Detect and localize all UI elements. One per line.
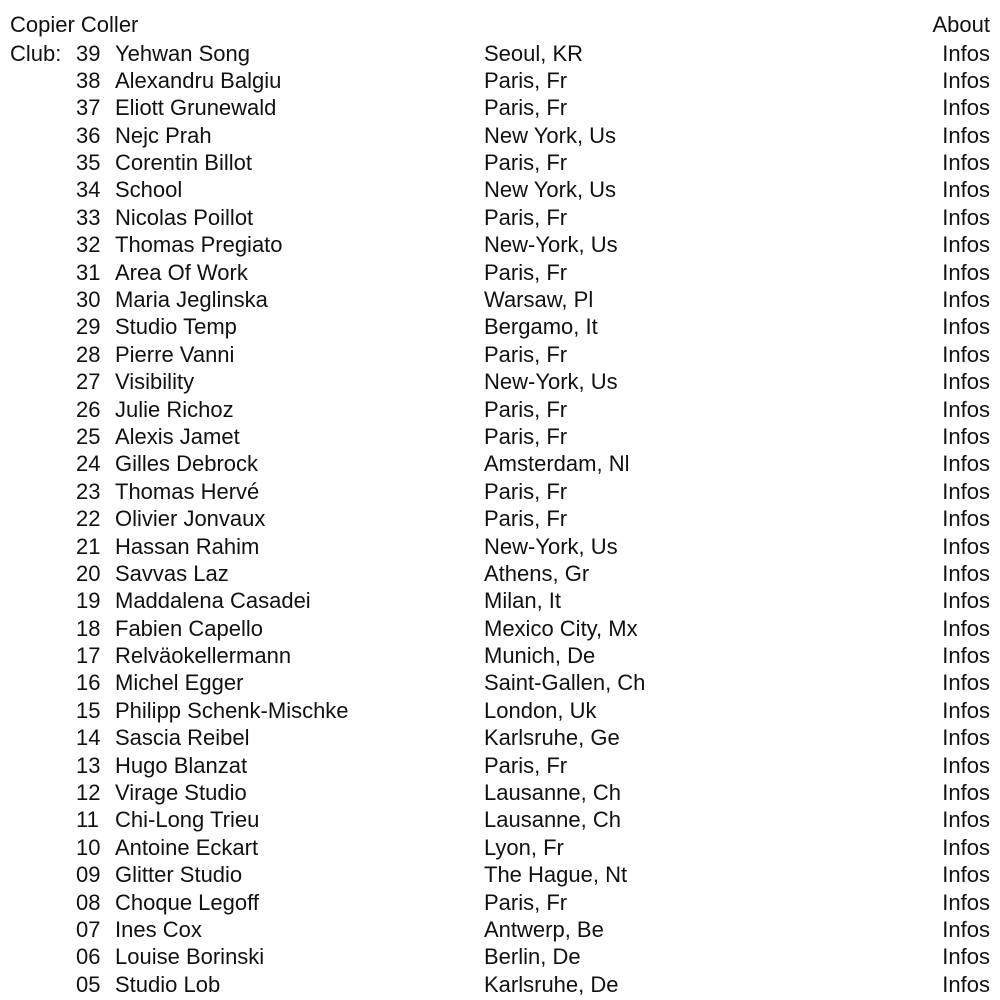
list-item[interactable] xyxy=(0,286,1000,313)
entry-number: 31 xyxy=(76,259,101,285)
entry-location: Paris, Fr xyxy=(484,478,568,504)
entry-location: Saint-Gallen, Ch xyxy=(484,670,646,696)
list-item[interactable] xyxy=(0,341,1000,368)
entry-number: 07 xyxy=(76,917,101,942)
entry-name[interactable]: Philipp Schenk-Mischke xyxy=(115,697,349,723)
entry-name[interactable]: Hassan Rahim xyxy=(115,533,260,559)
entry-location: Karlsruhe, Ge xyxy=(484,725,620,751)
entry-number: 38 xyxy=(76,67,101,93)
entry-number: 24 xyxy=(76,451,101,477)
entry-location: Paris, Fr xyxy=(484,67,568,93)
entry-location: Amsterdam, Nl xyxy=(484,451,630,477)
club-list xyxy=(0,40,1000,999)
infos-link[interactable]: Infos xyxy=(942,615,990,641)
entry-location: Paris, Fr xyxy=(484,341,568,367)
entry-number: 13 xyxy=(76,752,101,778)
entry-location: Lyon, Fr xyxy=(484,834,564,860)
infos-link[interactable]: Infos xyxy=(942,478,990,504)
list-item[interactable] xyxy=(0,615,1000,642)
infos-link[interactable]: Infos xyxy=(942,341,990,367)
entry-name[interactable]: Thomas Hervé xyxy=(115,478,260,504)
entry-name[interactable]: Nicolas Poillot xyxy=(115,204,254,230)
infos-link[interactable]: Infos xyxy=(942,67,990,93)
entry-number: 15 xyxy=(76,697,101,723)
entry-number: 32 xyxy=(76,232,101,258)
entry-number: 08 xyxy=(76,889,101,915)
list-item[interactable] xyxy=(0,478,1000,505)
list-item[interactable] xyxy=(0,368,1000,395)
entry-name[interactable]: Maria Jeglinska xyxy=(115,287,268,313)
entry-name[interactable]: Louise Borinski xyxy=(115,944,265,970)
list-item[interactable] xyxy=(0,67,1000,94)
infos-link[interactable]: Infos xyxy=(942,177,990,203)
entry-name[interactable]: Area Of Work xyxy=(115,259,248,285)
infos-link[interactable]: Infos xyxy=(942,971,990,997)
list-item[interactable] xyxy=(0,259,1000,286)
infos-link[interactable]: Infos xyxy=(942,643,990,669)
infos-link[interactable]: Infos xyxy=(942,533,990,559)
list-item[interactable] xyxy=(0,642,1000,669)
entry-name[interactable]: Antoine Eckart xyxy=(115,834,259,860)
infos-link[interactable]: Infos xyxy=(942,204,990,230)
entry-number: 10 xyxy=(76,834,101,860)
list-item[interactable] xyxy=(0,450,1000,477)
entry-location: New York, Us xyxy=(484,122,617,148)
infos-link[interactable]: Infos xyxy=(942,807,990,833)
entry-location: Paris, Fr xyxy=(484,204,568,230)
entry-number: 37 xyxy=(76,95,101,121)
list-item[interactable] xyxy=(0,752,1000,779)
list-item[interactable] xyxy=(0,971,1000,998)
entry-name[interactable]: Alexis Jamet xyxy=(115,423,240,449)
list-item[interactable] xyxy=(0,889,1000,916)
infos-link[interactable]: Infos xyxy=(942,697,990,723)
entry-number: 28 xyxy=(76,341,101,367)
entry-name[interactable]: Choque Legoff xyxy=(115,889,259,915)
entry-location: New-York, Us xyxy=(484,533,618,559)
list-item[interactable] xyxy=(0,916,1000,943)
entry-name[interactable]: Pierre Vanni xyxy=(115,341,235,367)
entry-location: New York, Us xyxy=(484,177,617,203)
list-item[interactable] xyxy=(0,396,1000,423)
about-link[interactable]: About xyxy=(932,12,990,37)
list-item[interactable] xyxy=(0,505,1000,532)
entry-location: Karlsruhe, De xyxy=(484,971,619,997)
entry-name[interactable]: Glitter Studio xyxy=(115,862,243,888)
entry-location: New-York, Us xyxy=(484,369,618,395)
entry-number: 27 xyxy=(76,369,101,395)
entry-number: 19 xyxy=(76,588,101,614)
entry-name[interactable]: Yehwan Song xyxy=(115,40,250,66)
entry-location: Munich, De xyxy=(484,643,596,669)
entry-location: Paris, Fr xyxy=(484,752,568,778)
entry-name[interactable]: Michel Egger xyxy=(115,670,244,696)
infos-link[interactable]: Infos xyxy=(942,506,990,532)
list-item[interactable] xyxy=(0,697,1000,724)
entry-name[interactable]: Virage Studio xyxy=(115,780,247,806)
entry-name[interactable]: Hugo Blanzat xyxy=(115,752,248,778)
entry-number: 18 xyxy=(76,615,101,641)
list-item[interactable] xyxy=(0,587,1000,614)
infos-link[interactable]: Infos xyxy=(942,780,990,806)
infos-link[interactable]: Infos xyxy=(942,451,990,477)
entry-name[interactable]: Eliott Grunewald xyxy=(115,95,277,121)
entry-name[interactable]: Chi-Long Trieu xyxy=(115,807,260,833)
entry-number: 12 xyxy=(76,780,101,806)
infos-link[interactable]: Infos xyxy=(942,725,990,751)
infos-link[interactable]: Infos xyxy=(942,889,990,915)
entry-number: 26 xyxy=(76,396,101,422)
infos-link[interactable]: Infos xyxy=(942,917,990,942)
entry-location: Berlin, De xyxy=(484,944,581,970)
entry-number: 22 xyxy=(76,506,101,532)
entry-location: Paris, Fr xyxy=(484,396,568,422)
infos-link[interactable]: Infos xyxy=(942,670,990,696)
entry-location: Mexico City, Mx xyxy=(484,615,638,641)
infos-link[interactable]: Infos xyxy=(942,944,990,970)
infos-link[interactable]: Infos xyxy=(942,40,990,66)
entry-location: Milan, It xyxy=(484,588,562,614)
entry-name[interactable]: Sascia Reibel xyxy=(115,725,250,751)
list-item[interactable] xyxy=(0,724,1000,751)
list-item[interactable] xyxy=(0,423,1000,450)
club-label: Club: xyxy=(10,40,62,66)
infos-link[interactable]: Infos xyxy=(942,150,990,176)
entry-number: 06 xyxy=(76,944,101,970)
infos-link[interactable]: Infos xyxy=(942,232,990,258)
entry-name[interactable]: Thomas Pregiato xyxy=(115,232,283,258)
infos-link[interactable]: Infos xyxy=(942,560,990,586)
entry-number: 21 xyxy=(76,533,101,559)
entry-location: The Hague, Nt xyxy=(484,862,628,888)
entry-number: 23 xyxy=(76,478,101,504)
entry-name[interactable]: Corentin Billot xyxy=(115,150,252,176)
entry-name[interactable]: Studio Temp xyxy=(115,314,237,340)
list-item[interactable] xyxy=(0,94,1000,121)
list-item[interactable] xyxy=(0,669,1000,696)
infos-link[interactable]: Infos xyxy=(942,834,990,860)
entry-name[interactable]: Ines Cox xyxy=(115,917,202,942)
entry-number: 16 xyxy=(76,670,101,696)
entry-location: Paris, Fr xyxy=(484,506,568,532)
entry-number: 35 xyxy=(76,150,101,176)
list-item[interactable] xyxy=(0,779,1000,806)
entry-name[interactable]: Gilles Debrock xyxy=(115,451,259,477)
list-item[interactable] xyxy=(0,560,1000,587)
entry-location: Paris, Fr xyxy=(484,259,568,285)
entry-number: 25 xyxy=(76,423,101,449)
infos-link[interactable]: Infos xyxy=(942,862,990,888)
list-item[interactable] xyxy=(0,176,1000,203)
entry-location: Paris, Fr xyxy=(484,95,568,121)
entry-name[interactable]: Savvas Laz xyxy=(115,560,229,586)
list-item[interactable] xyxy=(0,40,1000,67)
entry-number: 14 xyxy=(76,725,101,751)
infos-link[interactable]: Infos xyxy=(942,752,990,778)
entry-name[interactable]: Fabien Capello xyxy=(115,615,263,641)
entry-name[interactable]: Alexandru Balgiu xyxy=(115,67,282,93)
list-item[interactable] xyxy=(0,943,1000,970)
entry-number: 11 xyxy=(76,807,99,833)
infos-link[interactable]: Infos xyxy=(942,369,990,395)
entry-number: 20 xyxy=(76,560,101,586)
list-item[interactable] xyxy=(0,149,1000,176)
infos-link[interactable]: Infos xyxy=(942,259,990,285)
list-item[interactable] xyxy=(0,313,1000,340)
entry-name[interactable]: Visibility xyxy=(115,369,195,395)
list-item[interactable] xyxy=(0,533,1000,560)
infos-link[interactable]: Infos xyxy=(942,122,990,148)
infos-link[interactable]: Infos xyxy=(942,287,990,313)
entry-location: Antwerp, Be xyxy=(484,917,604,942)
entry-location: Seoul, KR xyxy=(484,40,584,66)
infos-link[interactable]: Infos xyxy=(942,95,990,121)
entry-location: Warsaw, Pl xyxy=(484,287,594,313)
entry-number: 30 xyxy=(76,287,101,313)
site-header xyxy=(10,11,990,38)
entry-name[interactable]: Julie Richoz xyxy=(115,396,234,422)
entry-location: Lausanne, Ch xyxy=(484,807,621,833)
entry-location: Paris, Fr xyxy=(484,150,568,176)
entry-location: Paris, Fr xyxy=(484,889,568,915)
infos-link[interactable]: Infos xyxy=(942,396,990,422)
entry-number: 17 xyxy=(76,643,101,669)
entry-number: 39 xyxy=(76,40,101,66)
infos-link[interactable]: Infos xyxy=(942,314,990,340)
entry-name[interactable]: Nejc Prah xyxy=(115,122,212,148)
entry-number: 36 xyxy=(76,122,101,148)
list-item[interactable] xyxy=(0,806,1000,833)
entry-location: Paris, Fr xyxy=(484,423,568,449)
entry-number: 33 xyxy=(76,204,101,230)
entry-location: New-York, Us xyxy=(484,232,618,258)
entry-location: Athens, Gr xyxy=(484,560,590,586)
list-item[interactable] xyxy=(0,122,1000,149)
infos-link[interactable]: Infos xyxy=(942,423,990,449)
entry-location: Bergamo, It xyxy=(484,314,598,340)
list-item[interactable] xyxy=(0,834,1000,861)
entry-name[interactable]: School xyxy=(115,177,183,203)
entry-name[interactable]: Olivier Jonvaux xyxy=(115,506,266,532)
list-item[interactable] xyxy=(0,231,1000,258)
infos-link[interactable]: Infos xyxy=(942,588,990,614)
entry-name[interactable]: Studio Lob xyxy=(115,971,221,997)
entry-location: London, Uk xyxy=(484,697,597,723)
entry-number: 09 xyxy=(76,862,101,888)
entry-number: 29 xyxy=(76,314,101,340)
entry-number: 05 xyxy=(76,971,101,997)
list-item[interactable] xyxy=(0,861,1000,888)
entry-name[interactable]: Maddalena Casadei xyxy=(115,588,311,614)
list-item[interactable] xyxy=(0,204,1000,231)
entry-name[interactable]: Relväokellermann xyxy=(115,643,292,669)
site-title[interactable]: Copier Coller xyxy=(10,12,139,37)
entry-number: 34 xyxy=(76,177,101,203)
entry-location: Lausanne, Ch xyxy=(484,780,621,806)
